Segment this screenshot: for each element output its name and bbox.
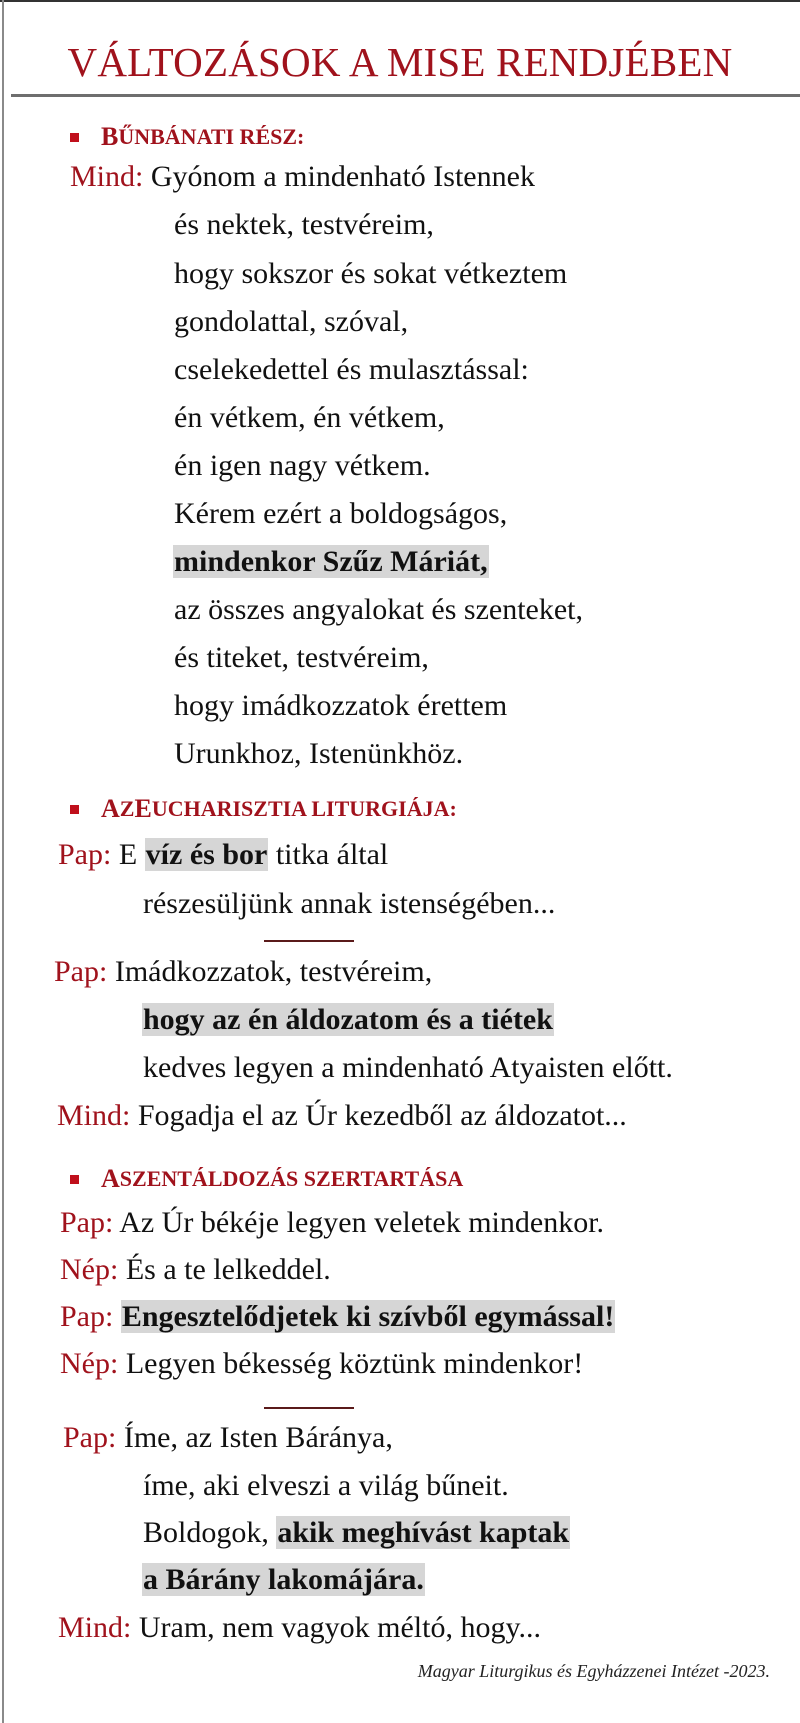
section-heading-penitential: B ŰNBÁNATI RÉSZ: <box>70 124 304 150</box>
text-line: én igen nagy vétkem. <box>174 449 431 482</box>
text-line: Pap: E víz és bor titka által <box>58 838 389 871</box>
text-line: Nép: És a te lelkeddel. <box>60 1253 331 1286</box>
text-line: Boldogok, akik meghívást kaptak <box>143 1516 570 1549</box>
separator-line <box>264 940 354 942</box>
section-heading-eucharist: A Z E UCHARISZTIA LITURGIÁJA: <box>70 796 457 822</box>
text-line: az összes angyalokat és szenteket, <box>174 593 583 626</box>
text-line: Pap: Imádkozzatok, testvéreim, <box>54 955 433 988</box>
text-line: hogy imádkozzatok érettem <box>174 689 508 722</box>
bullet-icon <box>70 805 79 814</box>
separator-line <box>264 1407 354 1409</box>
text-line <box>142 1000 554 1040</box>
bullet-icon <box>70 133 79 142</box>
text-line: Kérem ezért a boldogságos, <box>174 497 508 530</box>
text-line: Mind: Fogadja el az Úr kezedből az áldozatot... <box>57 1099 627 1132</box>
text-line <box>142 1560 425 1600</box>
text-line: Pap: Íme, az Isten Báránya, <box>63 1421 393 1454</box>
speaker-label: Pap: <box>60 1300 114 1333</box>
speaker-label: Pap: <box>63 1421 117 1454</box>
text-line <box>173 542 489 582</box>
speaker-label: Mind: <box>58 1611 132 1644</box>
text-line: hogy sokszor és sokat vétkeztem <box>174 257 568 290</box>
text-line: kedves legyen a mindenható Atyaisten előtt. <box>143 1051 673 1084</box>
text-line: Mind: Gyónom a mindenható Istennek <box>70 160 535 193</box>
text-line: Urunkhoz, Istenünkhöz. <box>174 737 464 770</box>
text-line: Pap: Az Úr békéje legyen veletek mindenkor. <box>60 1206 605 1239</box>
speaker-label: Mind: <box>70 160 144 193</box>
text-line: gondolattal, szóval, <box>174 305 409 338</box>
speaker-label: Mind: <box>57 1099 131 1132</box>
text-line: én vétkem, én vétkem, <box>174 401 445 434</box>
page-title: VÁLTOZÁSOK A MISE RENDJÉBEN <box>67 39 733 85</box>
highlighted-text: mindenkor Szűz Máriát, <box>174 545 488 578</box>
speaker-label: Pap: <box>58 838 112 871</box>
text-line: Nép: Legyen békesség köztünk mindenkor! <box>60 1347 584 1380</box>
frame-top-border <box>0 0 800 2</box>
text-line: és nektek, testvéreim, <box>174 208 434 241</box>
text-line: Mind: Uram, nem vagyok méltó, hogy... <box>58 1611 542 1644</box>
speaker-label: Nép: <box>60 1347 119 1380</box>
frame-left-border <box>2 0 4 1723</box>
highlighted-text: hogy az én áldozatom és a tiétek <box>143 1003 553 1036</box>
highlighted-text: a Bárány lakomájára. <box>143 1563 424 1596</box>
highlighted-text: Engesztelődjetek ki szívből egymással! <box>121 1300 615 1333</box>
text-line: cselekedettel és mulasztással: <box>174 353 529 386</box>
speaker-label: Pap: <box>54 955 108 988</box>
highlighted-text: víz és bor <box>145 838 268 871</box>
footer-credit: Magyar Liturgikus és Egyházzenei Intézet -2023. <box>417 1661 770 1681</box>
bullet-icon <box>70 1175 79 1184</box>
text-line <box>60 1297 615 1337</box>
text-line: részesüljünk annak istenségében... <box>143 887 556 920</box>
highlighted-text: akik meghívást kaptak <box>277 1516 570 1549</box>
speaker-label: Pap: <box>60 1206 114 1239</box>
text-line: íme, aki elveszi a világ bűneit. <box>143 1469 509 1502</box>
section-heading-communion: A SZENTÁLDOZÁS SZERTARTÁSA <box>70 1166 463 1192</box>
title-divider <box>11 94 800 97</box>
text-line: és titeket, testvéreim, <box>174 641 429 674</box>
speaker-label: Nép: <box>60 1253 119 1286</box>
